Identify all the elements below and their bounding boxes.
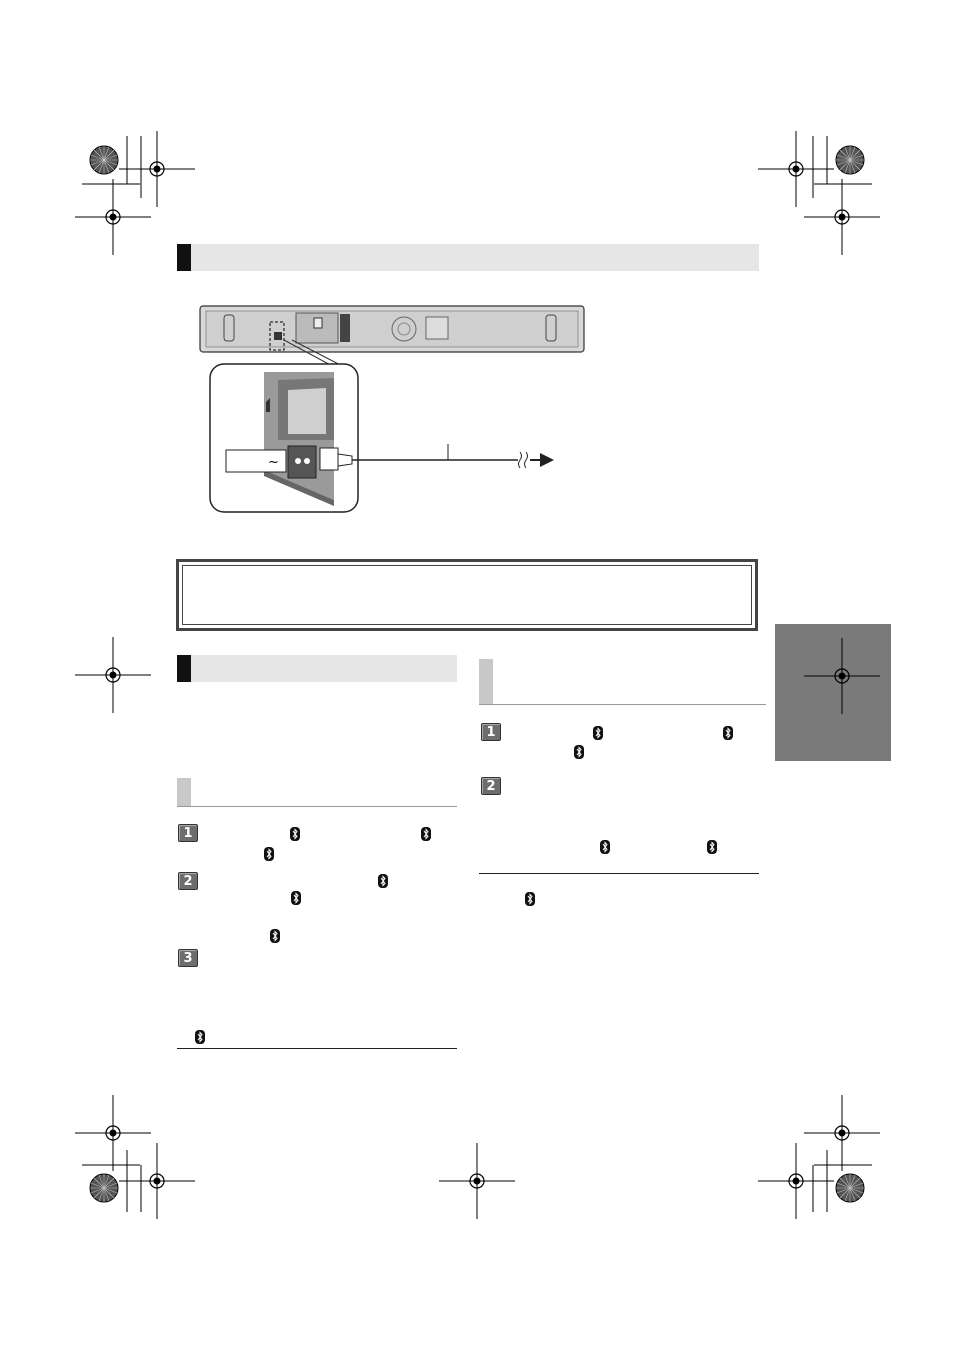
section-header-marker bbox=[177, 655, 191, 682]
divider-rule bbox=[479, 873, 759, 874]
divider-rule bbox=[177, 1048, 457, 1049]
step-badge: 1 bbox=[481, 723, 501, 741]
bluetooth-icon bbox=[270, 929, 280, 943]
bluetooth-icon bbox=[378, 874, 388, 888]
bluetooth-icon bbox=[290, 827, 300, 841]
bluetooth-icon bbox=[723, 726, 733, 740]
bluetooth-icon bbox=[264, 847, 274, 861]
section-header-bar bbox=[177, 244, 759, 271]
step-badge: 2 bbox=[481, 777, 501, 795]
ac-connection-illustration bbox=[196, 300, 596, 520]
bluetooth-icon bbox=[600, 840, 610, 854]
subsection-marker bbox=[479, 659, 493, 704]
step-badge: 2 bbox=[178, 872, 198, 890]
subsection-marker bbox=[177, 778, 191, 806]
bluetooth-icon bbox=[574, 745, 584, 759]
step-badge: 1 bbox=[178, 824, 198, 842]
bluetooth-icon bbox=[593, 726, 603, 740]
section-header-marker bbox=[177, 244, 191, 271]
bluetooth-icon bbox=[291, 891, 301, 905]
bluetooth-icon bbox=[707, 840, 717, 854]
section-header-bar-left bbox=[177, 655, 457, 682]
ac-symbol: ~ bbox=[268, 455, 279, 470]
registration-mark bbox=[800, 634, 884, 718]
bluetooth-icon bbox=[195, 1030, 205, 1044]
subsection-header-right bbox=[479, 659, 766, 705]
subsection-header-left bbox=[177, 778, 457, 807]
bluetooth-icon bbox=[421, 827, 431, 841]
note-box bbox=[176, 559, 758, 631]
bluetooth-icon bbox=[525, 892, 535, 906]
step-badge: 3 bbox=[178, 949, 198, 967]
